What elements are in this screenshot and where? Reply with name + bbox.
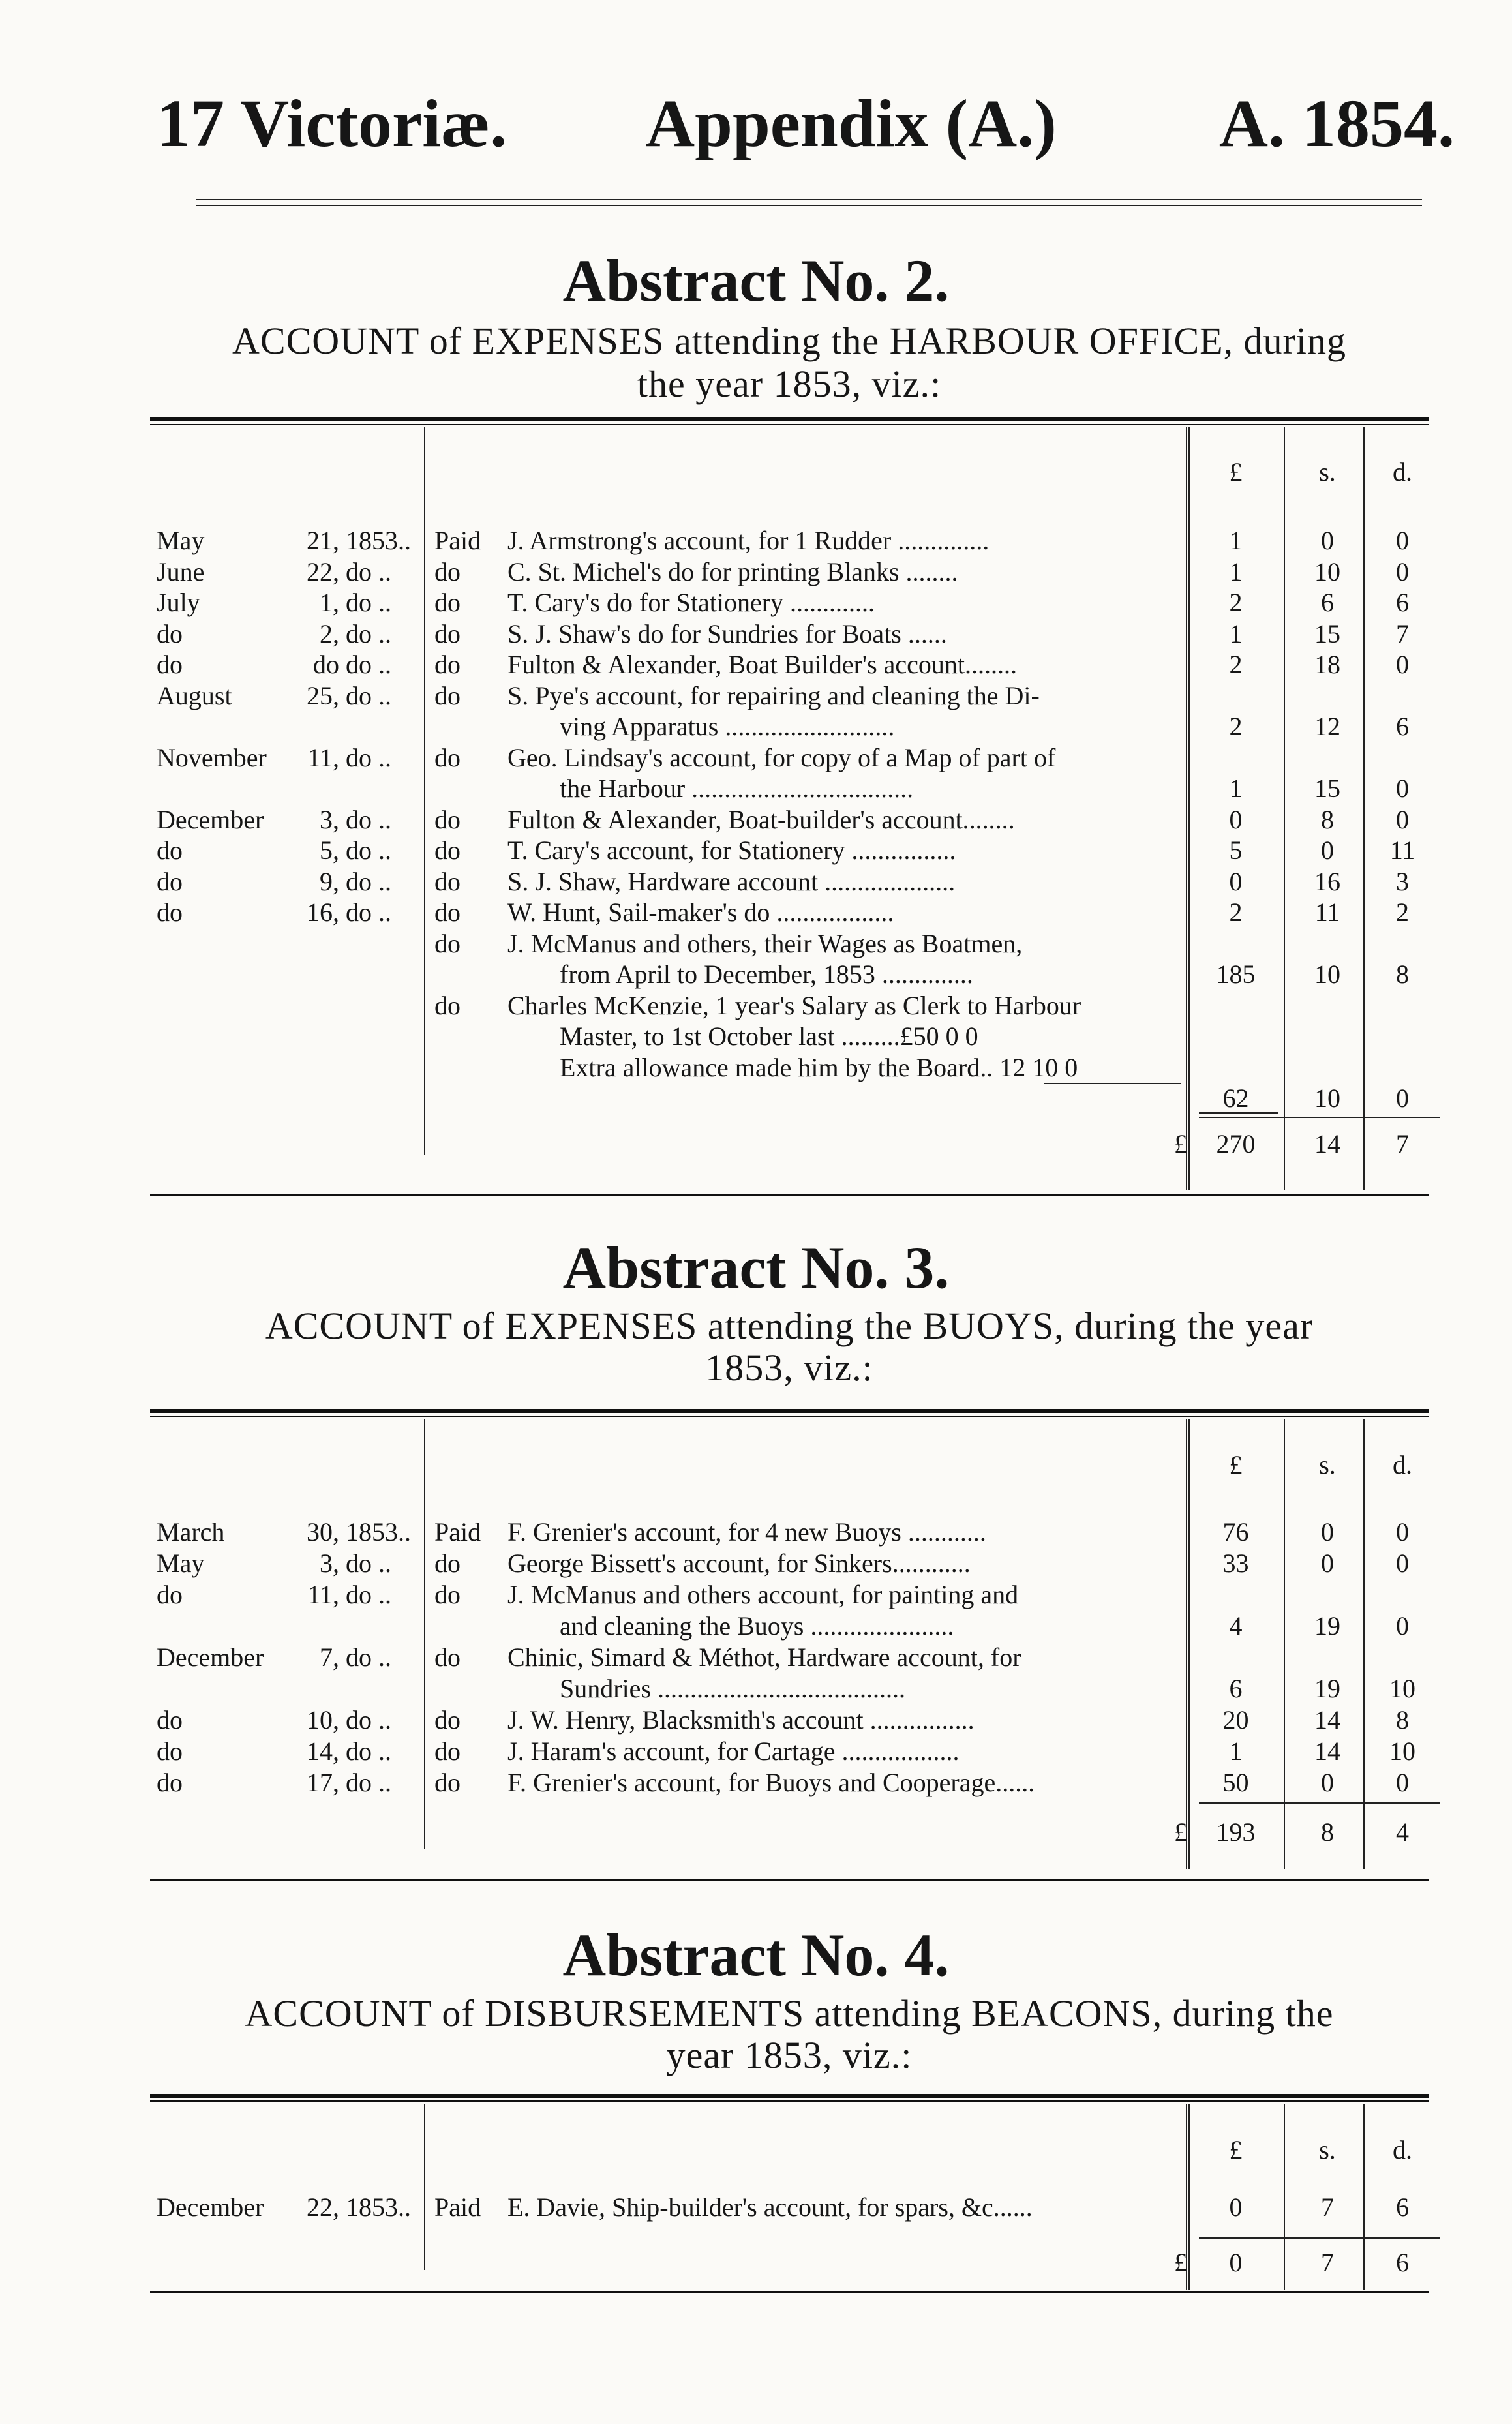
entry-month: August	[157, 680, 232, 710]
entry-day: 7,	[320, 1643, 339, 1672]
entry-pence: 6	[1396, 712, 1409, 741]
entry-year: do ..	[346, 1705, 391, 1735]
entry-pence: 0	[1396, 1549, 1409, 1578]
entry-pence: 2	[1396, 898, 1409, 927]
entry-day: 17,	[307, 1768, 339, 1797]
entry-shillings: 0	[1321, 526, 1334, 555]
entry-day: 9,	[320, 866, 339, 896]
entry-pounds: 76	[1222, 1517, 1249, 1547]
abstract2-total-symbol: £	[1174, 1129, 1187, 1159]
entry-month: do	[157, 836, 183, 865]
entry-pounds: 33	[1222, 1549, 1249, 1578]
abstract2-date-divider	[424, 427, 425, 1155]
entry-description: T. Cary's account, for Stationery ................	[507, 836, 956, 865]
entry-pence: 0	[1396, 650, 1409, 679]
entry-paid-marker: do	[434, 990, 461, 1020]
entry-shillings: 16	[1314, 866, 1340, 896]
abstract2-heading-line1: ACCOUNT of EXPENSES attending the HARBOUR OFFICE, during	[232, 320, 1346, 362]
entry-description: Geo. Lindsay's account, for copy of a Map of part of	[507, 742, 1056, 772]
entry-description: J. Haram's account, for Cartage ..................	[507, 1736, 960, 1766]
entry-pence: 0	[1396, 1768, 1409, 1797]
entry-pounds: 5	[1229, 836, 1243, 865]
abstract4-total-pence: 6	[1396, 2248, 1409, 2277]
abstract2-col-pounds: £	[1229, 457, 1243, 487]
entry-month: July	[157, 588, 200, 617]
abstract3-table-bottom-rule	[150, 1879, 1429, 1881]
entry-day: 1,	[320, 588, 339, 617]
abstract2-col-shillings: s.	[1319, 457, 1336, 487]
entry-shillings: 19	[1314, 1674, 1340, 1703]
abstract2-shillings-divider	[1284, 427, 1285, 1190]
entry-day: 14,	[307, 1736, 339, 1766]
entry-year: do ..	[346, 836, 391, 865]
abstract2-total-shillings: 14	[1314, 1129, 1340, 1159]
abstract4-table-top-rule	[150, 2094, 1429, 2102]
entry-description: J. Armstrong's account, for 1 Rudder ..............	[507, 526, 990, 555]
entry-shillings: 0	[1321, 1549, 1334, 1578]
header-rule-2	[196, 205, 1422, 206]
entry-pounds: 2	[1229, 898, 1243, 927]
entry-shillings: 10	[1314, 960, 1340, 989]
entry-month: do	[157, 650, 183, 679]
abstract2-col-pence: d.	[1393, 457, 1412, 487]
entry-month: do	[157, 1705, 183, 1735]
entry-pounds: 1	[1229, 556, 1243, 586]
entry-year: do ..	[346, 866, 391, 896]
abstract3-total-symbol: £	[1174, 1817, 1187, 1847]
entry-description: Charles McKenzie, 1 year's Salary as Clerk to Harbour	[507, 990, 1081, 1020]
entry-month: May	[157, 1549, 205, 1578]
entry-paid-marker: do	[434, 588, 461, 617]
entry-paid-marker: do	[434, 1580, 461, 1609]
entry-month: December	[157, 804, 264, 834]
entry-description: Chinic, Simard & Méthot, Hardware account, for	[507, 1643, 1021, 1672]
entry-year: do ..	[346, 680, 391, 710]
entry-description: S. Pye's account, for repairing and cleaning the Di-	[507, 680, 1040, 710]
entry-pence: 0	[1396, 774, 1409, 803]
entry-year: do ..	[346, 556, 391, 586]
entry-year: do ..	[346, 588, 391, 617]
header-session: 17 Victoriæ.	[157, 86, 507, 161]
entry-shillings: 10	[1314, 1083, 1340, 1113]
entry-pounds: 1	[1229, 1736, 1243, 1766]
abstract3-col-pounds: £	[1229, 1450, 1243, 1479]
entry-shillings: 0	[1321, 1768, 1334, 1797]
abstract3-col-pence: d.	[1393, 1450, 1412, 1479]
entry-paid-marker: do	[434, 618, 461, 648]
entry-month: do	[157, 898, 183, 927]
entry-year: do ..	[346, 898, 391, 927]
abstract3-heading-line1: ACCOUNT of EXPENSES attending the BUOYS, during the year	[265, 1305, 1314, 1347]
entry-day: 11,	[307, 1580, 339, 1609]
entry-description: Fulton & Alexander, Boat Builder's account........	[507, 650, 1018, 679]
entry-paid-marker: do	[434, 1549, 461, 1578]
entry-shillings: 19	[1314, 1611, 1340, 1641]
entry-pence: 6	[1396, 588, 1409, 617]
abstract4-total-pounds: 0	[1229, 2248, 1243, 2277]
entry-pence: 0	[1396, 1611, 1409, 1641]
entry-paid-marker: do	[434, 650, 461, 679]
abstract3-amount-divider	[1186, 1419, 1190, 1869]
entry-day: 3,	[320, 804, 339, 834]
entry-pence: 7	[1396, 618, 1409, 648]
entry-description: J. McManus and others, their Wages as Boatmen,	[507, 928, 1023, 958]
abstract2-total-rule	[1199, 1117, 1440, 1118]
entry-pounds: 50	[1222, 1768, 1249, 1797]
entry-pence: 0	[1396, 1517, 1409, 1547]
entry-year: do ..	[346, 1643, 391, 1672]
entry-description: S. J. Shaw's do for Sundries for Boats ......	[507, 618, 947, 648]
abstract2-total-pounds: 270	[1216, 1129, 1256, 1159]
abstract4-title: Abstract No. 4.	[562, 1922, 950, 1988]
entry-pounds: 6	[1229, 1674, 1243, 1703]
entry-shillings: 14	[1314, 1705, 1340, 1735]
entry-pence: 10	[1389, 1674, 1415, 1703]
entry-day: 22,	[307, 2192, 339, 2222]
entry-pounds: 4	[1229, 1611, 1243, 1641]
abstract3-title: Abstract No. 3.	[562, 1234, 950, 1301]
entry-month: May	[157, 526, 205, 555]
entry-pounds: 2	[1229, 712, 1243, 741]
abstract3-total-rule	[1199, 1802, 1440, 1804]
entry-pence: 0	[1396, 804, 1409, 834]
entry-day: 3,	[320, 1549, 339, 1578]
entry-pence: 10	[1389, 1736, 1415, 1766]
entry-pounds: 2	[1229, 588, 1243, 617]
header-year: A. 1854.	[1218, 86, 1455, 161]
abstract3-shillings-divider	[1284, 1419, 1285, 1869]
entry-description: ving Apparatus ..........................	[560, 712, 895, 741]
entry-month: do	[157, 866, 183, 896]
entry-shillings: 14	[1314, 1736, 1340, 1766]
abstract4-date-divider	[424, 2104, 425, 2270]
abstract3-heading-line2: 1853, viz.:	[705, 1346, 873, 1389]
entry-year: do ..	[346, 650, 391, 679]
entry-description: S. J. Shaw, Hardware account ....................	[507, 866, 956, 896]
abstract4-total-rule	[1199, 2237, 1440, 2239]
entry-year: do ..	[346, 804, 391, 834]
entry-month: June	[157, 556, 205, 586]
entry-shillings: 0	[1321, 1517, 1334, 1547]
abstract3-date-divider	[424, 1419, 425, 1849]
entry-paid-marker: Paid	[434, 1517, 481, 1547]
entry-paid-marker: do	[434, 680, 461, 710]
entry-description: F. Grenier's account, for 4 new Buoys ............	[507, 1517, 986, 1547]
entry-day: 2,	[320, 618, 339, 648]
entry-description: T. Cary's do for Stationery .............	[507, 588, 875, 617]
abstract3-total-pounds: 193	[1216, 1817, 1256, 1847]
abstract2-subtotal-rule	[1199, 1112, 1278, 1114]
entry-description: from April to December, 1853 ..............	[560, 960, 973, 989]
entry-month: March	[157, 1517, 225, 1547]
entry-description: J. McManus and others account, for painting and	[507, 1580, 1019, 1609]
entry-paid-marker: do	[434, 898, 461, 927]
entry-day: do	[313, 650, 339, 679]
entry-pence: 0	[1396, 526, 1409, 555]
entry-year: do ..	[346, 1580, 391, 1609]
entry-pounds: 20	[1222, 1705, 1249, 1735]
abstract4-col-pounds: £	[1229, 2135, 1243, 2164]
entry-shillings: 0	[1321, 836, 1334, 865]
entry-month: do	[157, 1736, 183, 1766]
entry-year: 1853..	[346, 526, 411, 555]
entry-pence: 6	[1396, 2192, 1409, 2222]
entry-pounds: 0	[1229, 804, 1243, 834]
entry-pounds: 1	[1229, 526, 1243, 555]
entry-day: 21,	[307, 526, 339, 555]
entry-description: George Bissett's account, for Sinkers............	[507, 1549, 971, 1578]
entry-pence: 0	[1396, 556, 1409, 586]
entry-description: C. St. Michel's do for printing Blanks ........	[507, 556, 958, 586]
entry-paid-marker: Paid	[434, 2192, 481, 2222]
abstract2-amount-divider	[1186, 427, 1190, 1190]
entry-month: do	[157, 618, 183, 648]
entry-month: November	[157, 742, 267, 772]
abstract4-col-shillings: s.	[1319, 2135, 1336, 2164]
abstract2-table-top-rule	[150, 417, 1429, 425]
entry-year: do ..	[346, 742, 391, 772]
abstract3-pence-divider	[1363, 1419, 1365, 1869]
entry-pence: 8	[1396, 960, 1409, 989]
entry-year: 1853..	[346, 2192, 411, 2222]
running-header	[157, 85, 1455, 163]
entry-month: December	[157, 2192, 264, 2222]
entry-shillings: 12	[1314, 712, 1340, 741]
entry-description: the Harbour ..................................	[560, 774, 914, 803]
entry-shillings: 15	[1314, 774, 1340, 803]
entry-paid-marker: do	[434, 1768, 461, 1797]
entry-year: do ..	[346, 618, 391, 648]
abstract3-col-shillings: s.	[1319, 1450, 1336, 1479]
abstract2-pence-divider	[1363, 427, 1365, 1190]
entry-year: do ..	[346, 1736, 391, 1766]
entry-description: and cleaning the Buoys ......................	[560, 1611, 954, 1641]
abstract4-heading-line1: ACCOUNT of DISBURSEMENTS attending BEACONS, during the	[245, 1992, 1334, 2035]
abstract4-heading-line2: year 1853, viz.:	[666, 2034, 913, 2076]
entry-pence: 0	[1396, 1083, 1409, 1113]
entry-day: 11,	[307, 742, 339, 772]
entry-shillings: 8	[1321, 804, 1334, 834]
abstract4-total-symbol: £	[1174, 2248, 1187, 2277]
abstract4-pence-divider	[1363, 2104, 1365, 2290]
entry-shillings: 7	[1321, 2192, 1334, 2222]
entry-description: E. Davie, Ship-builder's account, for spars, &c......	[507, 2192, 1033, 2222]
entry-pounds: 0	[1229, 866, 1243, 896]
abstract3-total-shillings: 8	[1321, 1817, 1334, 1847]
entry-paid-marker: do	[434, 1736, 461, 1766]
entry-month: December	[157, 1643, 264, 1672]
abstract2-heading-line2: the year 1853, viz.:	[637, 363, 942, 405]
entry-day: 16,	[307, 898, 339, 927]
entry-description: W. Hunt, Sail-maker's do ..................	[507, 898, 894, 927]
entry-description: Sundries ......................................	[560, 1674, 905, 1703]
entry-pence: 11	[1389, 836, 1415, 865]
entry-shillings: 10	[1314, 556, 1340, 586]
entry-pounds: 62	[1222, 1083, 1249, 1113]
abstract4-total-shillings: 7	[1321, 2248, 1334, 2277]
entry-pounds: 2	[1229, 650, 1243, 679]
entry-description: F. Grenier's account, for Buoys and Cooperage......	[507, 1768, 1035, 1797]
entry-year: do ..	[346, 1768, 391, 1797]
entry-day: 30,	[307, 1517, 339, 1547]
entry-shillings: 6	[1321, 588, 1334, 617]
entry-day: 25,	[307, 680, 339, 710]
entry-paid-marker: do	[434, 866, 461, 896]
entry-day: 5,	[320, 836, 339, 865]
entry-paid-marker: do	[434, 1705, 461, 1735]
entry-pence: 3	[1396, 866, 1409, 896]
abstract3-table-top-rule	[150, 1409, 1429, 1417]
entry-day: 10,	[307, 1705, 339, 1735]
entry-paid-marker: do	[434, 928, 461, 958]
abstract2-salary-rule	[1044, 1083, 1181, 1084]
abstract4-col-pence: d.	[1393, 2135, 1412, 2164]
entry-year: 1853..	[346, 1517, 411, 1547]
entry-pounds: 1	[1229, 774, 1243, 803]
abstract2-table-bottom-rule	[150, 1194, 1429, 1196]
entry-paid-marker: do	[434, 836, 461, 865]
entry-pounds: 185	[1216, 960, 1256, 989]
abstract4-table-bottom-rule	[150, 2291, 1429, 2293]
entry-description: Extra allowance made him by the Board.. 12 10 0	[560, 1052, 1078, 1082]
header-appendix: Appendix (A.)	[646, 86, 1057, 161]
entry-paid-marker: Paid	[434, 526, 481, 555]
entry-pounds: 0	[1229, 2192, 1243, 2222]
abstract3-total-pence: 4	[1396, 1817, 1409, 1847]
entry-shillings: 18	[1314, 650, 1340, 679]
entry-paid-marker: do	[434, 742, 461, 772]
entry-description: Fulton & Alexander, Boat-builder's account........	[507, 804, 1015, 834]
abstract2-total-pence: 7	[1396, 1129, 1409, 1159]
entry-shillings: 11	[1314, 898, 1340, 927]
header-rule	[196, 199, 1422, 200]
entry-day: 22,	[307, 556, 339, 586]
entry-shillings: 15	[1314, 618, 1340, 648]
abstract4-shillings-divider	[1284, 2104, 1285, 2290]
entry-month: do	[157, 1580, 183, 1609]
entry-paid-marker: do	[434, 804, 461, 834]
entry-year: do ..	[346, 1549, 391, 1578]
entry-description: J. W. Henry, Blacksmith's account ................	[507, 1705, 975, 1735]
abstract2-title: Abstract No. 2.	[562, 247, 950, 314]
entry-description: Master, to 1st October last .........£50 0 0	[560, 1022, 978, 1051]
entry-paid-marker: do	[434, 556, 461, 586]
entry-pounds: 1	[1229, 618, 1243, 648]
entry-month: do	[157, 1768, 183, 1797]
entry-pence: 8	[1396, 1705, 1409, 1735]
entry-paid-marker: do	[434, 1643, 461, 1672]
